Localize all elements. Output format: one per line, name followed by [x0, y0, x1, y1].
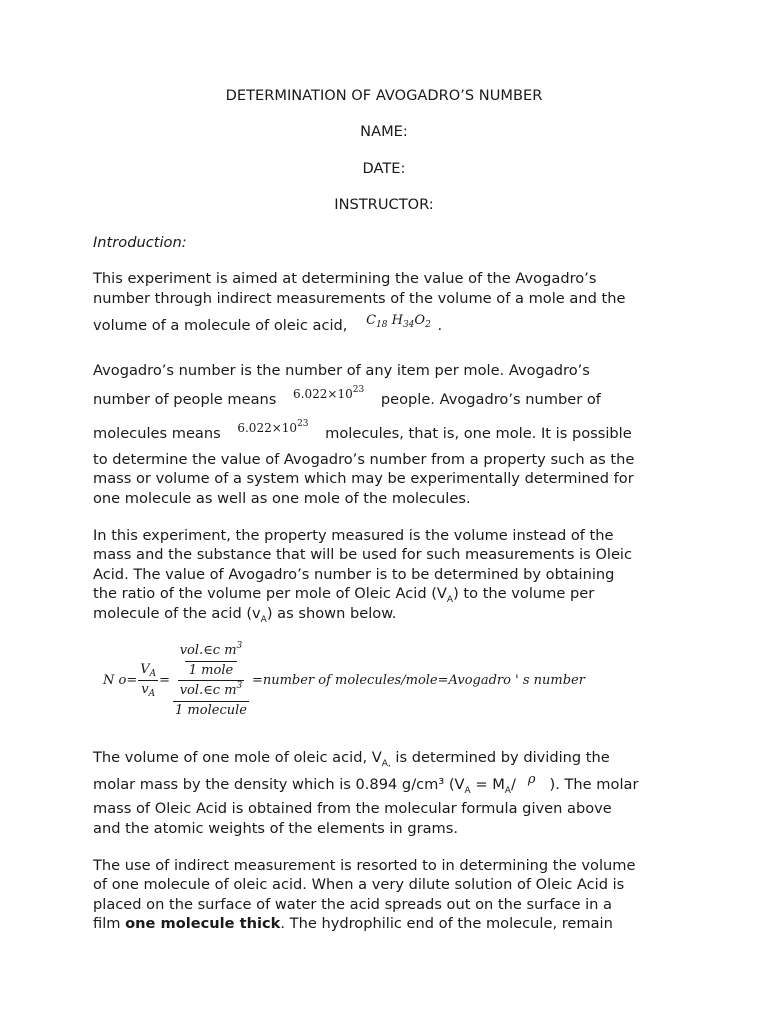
- paragraph-4-line-1: The volume of one mole of oleic acid, $V_{A,}$ is determined by dividing the: [93, 749, 610, 769]
- paragraph-3-line-5: molecule of the acid $(v_A)$ as shown below.: [93, 605, 397, 625]
- paragraph-1-line-2: number through indirect measurements of the volume of a mole and the: [93, 290, 626, 307]
- paragraph-5-line-3: placed on the surface of water the acid spreads out on the surface in a: [93, 896, 612, 913]
- document-title: DETERMINATION OF AVOGADRO’S NUMBER: [225, 87, 543, 104]
- paragraph-4-line-4: and the atomic weights of the elements in grams.: [93, 820, 458, 837]
- paragraph-1-line-1: This experiment is aimed at determining the value of the Avogadro’s: [93, 270, 597, 287]
- avogadro-equation: N o= $\frac{V_A}{v_A}$ = vol.∈c $m^3$ 1 mole vol.∈c $m^3$ 1 molecule =number of molecules/mole=Avogadro ' s number: [103, 640, 585, 718]
- avogadro-constant-2: $6.022\times 10^{23}$: [237, 419, 309, 435]
- paragraph-2-line-3: molecules means $6.022\times 10^{23}$ molecules, that is, one mole. It is possible: [93, 419, 632, 442]
- paragraph-5-line-4: film one molecule thick. The hydrophilic end of the molecule, remain: [93, 915, 613, 932]
- paragraph-2-line-4: to determine the value of Avogadro’s number from a property such as the: [93, 451, 635, 468]
- date-field-label: DATE:: [362, 160, 406, 177]
- paragraph-3-line-1: In this experiment, the property measured is the volume instead of the: [93, 527, 614, 544]
- paragraph-5-line-1: The use of indirect measurement is resorted to in determining the volume: [93, 857, 636, 874]
- paragraph-4-line-3: mass of Oleic Acid is obtained from the molecular formula given above: [93, 800, 612, 817]
- paragraph-2-line-6: one molecule as well as one mole of the molecules.: [93, 490, 471, 507]
- volume-compound-fraction: vol.∈c $m^3$ 1 mole vol.∈c $m^3$ 1 molecule: [175, 640, 247, 718]
- density-symbol: ρ: [527, 772, 536, 787]
- avogadro-constant-1: $6.022\times 10^{23}$: [293, 385, 365, 401]
- oleic-acid-formula: $C_{18}$ $H_{34}O_2$: [366, 313, 431, 330]
- paragraph-4-line-2: molar mass by the density which is 0.894 g/cm³ ($V_A = M_A/$ ρ ). The molar: [93, 772, 639, 796]
- paragraph-2-line-1: Avogadro’s number is the number of any item per mole. Avogadro’s: [93, 362, 590, 379]
- paragraph-5-line-2: of one molecule of oleic acid. When a very dilute solution of Oleic Acid is: [93, 876, 625, 893]
- paragraph-1-line-3: volume of a molecule of oleic acid, $C_{18}$ $H_{34}O_2$ .: [93, 313, 443, 334]
- introduction-heading: Introduction:: [93, 234, 187, 251]
- ratio-fraction: $\frac{V_A}{v_A}$: [140, 661, 157, 699]
- paragraph-3-line-3: Acid. The value of Avogadro’s number is to be determined by obtaining: [93, 566, 615, 583]
- paragraph-3-line-2: mass and the substance that will be used for such measurements is Oleic: [93, 546, 633, 563]
- name-field-label: NAME:: [360, 123, 408, 140]
- paragraph-2-line-5: mass or volume of a system which may be experimentally determined for: [93, 470, 634, 487]
- paragraph-2-line-2: number of people means $6.022\times 10^{23}$ people. Avogadro’s number of: [93, 385, 601, 408]
- paragraph-3-line-4: the ratio of the volume per mole of Oleic Acid $(V_A)$ to the volume per: [93, 585, 595, 605]
- instructor-field-label: INSTRUCTOR:: [334, 196, 434, 213]
